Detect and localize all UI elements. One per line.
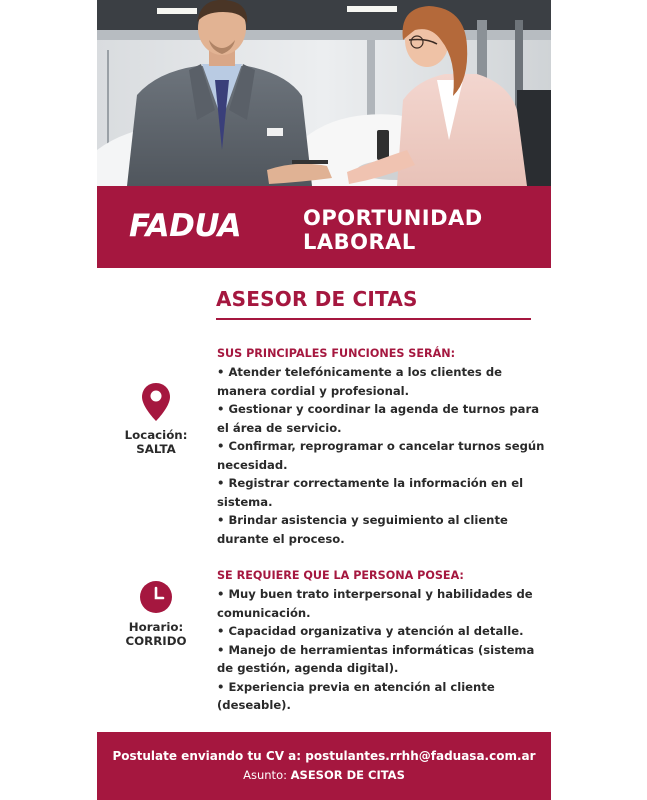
subject-value: ASESOR DE CITAS	[290, 768, 405, 782]
location-value: SALTA	[136, 442, 176, 456]
hero-photo	[97, 0, 551, 186]
requirements-list	[217, 585, 547, 715]
schedule-info	[97, 580, 215, 648]
band-title-line1: OPORTUNIDAD	[303, 206, 483, 230]
list-item: • Manejo de herramientas informáticas (sistema de gestión, agenda digital).	[217, 642, 535, 675]
list-item: • Experiencia previa en atención al cliente (deseable).	[217, 679, 495, 712]
requirements-heading: SE REQUIERE QUE LA PERSONA POSEA:	[217, 569, 464, 582]
clock-icon	[139, 580, 173, 614]
band-title	[303, 206, 483, 254]
schedule-label: Horario:	[128, 620, 184, 634]
subject-label: Asunto:	[243, 768, 287, 782]
job-title: ASESOR DE CITAS	[216, 287, 418, 311]
location-info	[97, 382, 215, 456]
fadua-logo: FADUA	[129, 208, 242, 244]
footer-band	[97, 732, 551, 800]
list-item: • Atender telefónicamente a los clientes de manera cordial y profesional.	[217, 365, 502, 398]
list-item: • Confirmar, reprogramar o cancelar turnos según necesidad.	[217, 439, 545, 472]
functions-heading: SUS PRINCIPALES FUNCIONES SERÁN:	[217, 347, 456, 360]
list-item: • Registrar correctamente la información en el sistema.	[217, 476, 524, 509]
apply-instructions: Postulate enviando tu CV a: postulantes.rrhh@faduasa.com.ar	[112, 749, 536, 763]
list-item: • Muy buen trato interpersonal y habilidades de comunicación.	[217, 587, 533, 620]
job-flyer	[97, 0, 551, 800]
functions-list	[217, 363, 547, 548]
list-item: • Brindar asistencia y seguimiento al cliente durante el proceso.	[217, 513, 508, 546]
subject-line	[97, 767, 551, 783]
location-label: Locación:	[124, 428, 188, 442]
title-divider	[216, 318, 531, 320]
band-title-line2: LABORAL	[303, 230, 416, 254]
schedule-value: CORRIDO	[125, 634, 187, 648]
list-item: • Gestionar y coordinar la agenda de turnos para el área de servicio.	[217, 402, 540, 435]
location-pin-icon	[141, 382, 171, 422]
list-item: • Capacidad organizativa y atención al detalle.	[217, 624, 524, 638]
